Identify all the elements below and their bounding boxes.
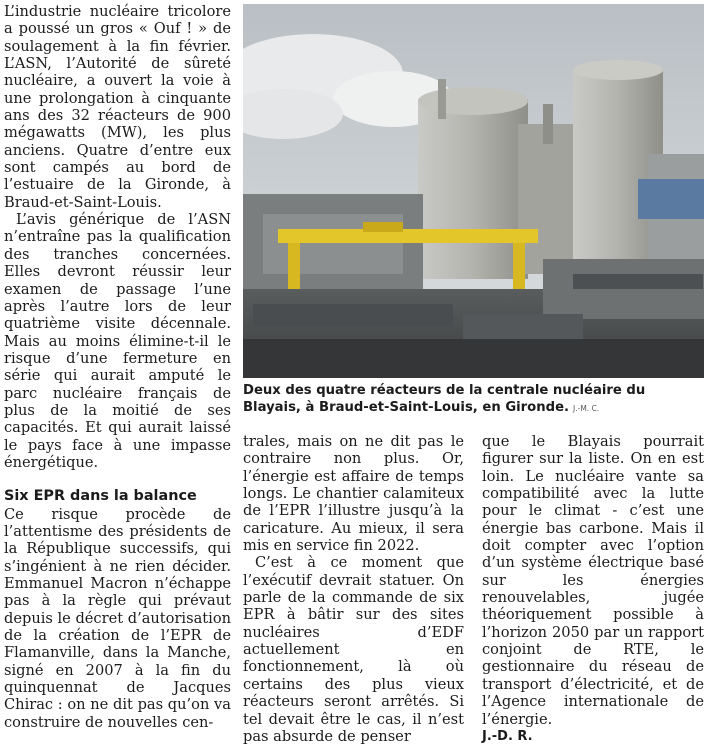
article-paragraph: C’est à ce moment que l’exécutif devrait statuer. On parle de la commande de six EPR à bâtir sur des sites nucléaires d’EDF actuellement en fonctionnement, là où certains des plus vieux réacteurs seront arrêtés. Si tel devait être le cas, il n’est pas absurde de penser [243,554,464,745]
article-paragraph: Ce risque procède de l’attentisme des présidents de la République successifs, qui s’ingénient à ne rien décider. Emmanuel Macron n’échappe pas à la règle qui prévaut depuis le décret d’autorisation de la création de l’EPR de Flamanville, dans la Manche, signé en 2007 à la fin du quinquennat de Jacques Chirac : on ne dit pas qu’on va construire de nouvelles cen- [4,505,232,731]
caption-text: Deux des quatre réacteurs de la centrale nucléaire du Blayais, à Braud-et-Saint-Louis, en Gironde. [243,383,646,415]
article-paragraph: L’industrie nucléaire tricolore a poussé un gros « Ouf ! » de soulagement à la fin février. L’ASN, l’Autorité de sûreté nucléaire, a ouvert la voie à une prolongation à cinquante ans des 32 réacteurs de 900 mégawatts (MW), les plus anciens. Quatre d’entre eux sont campés au bord de l’estuaire de la Gironde, à Braud-et-Saint-Louis. [4,3,231,211]
photo-caption [243,382,704,417]
author-signature: J.-D. R. [482,728,533,744]
article-subheading: Six EPR dans la balance [4,488,197,505]
article-paragraph: L’avis générique de l’ASN n’entraîne pas la qualification des tranches concernées. Elles devront réussir leur examen de passage l’une après l’autre lors de leur quatrième visite décennale. Mais au moins élimine-t-il le risque d’une fermeture en série qui aurait amputé le parc nucléaire français de plus de la moitié de ses capacités. Et qui aurait laissé le pays face à une impasse énergétique. [4,211,231,471]
photo-credit: J.-M. C. [573,404,600,413]
article-column-3 [482,433,704,745]
article-paragraph: trales, mais on ne dit pas le contraire non plus. Or, l’énergie est affaire de temps longs. Le chantier calamiteux de l’EPR l’illustre jusqu’à la caricature. Au mieux, il sera mis en service fin 2022. [243,433,464,555]
article-paragraph: que le Blayais pourrait figurer sur la liste. On en est loin. Le nucléaire vante sa compatibilité avec la lutte pour le climat - c’est une énergie bas carbone. Mais il doit compter avec l’option d’un système électrique basé sur les énergies renouvelables, jugée théoriquement possible à l’horizon 2050 par un rapport conjoint de RTE, le gestionnaire du réseau de transport d’électricité, et de l’Agence internationale de l’énergie. [482,433,704,728]
nuclear-plant-photo [243,4,704,378]
article-column-1 [4,3,231,731]
article-column-2 [243,433,464,745]
